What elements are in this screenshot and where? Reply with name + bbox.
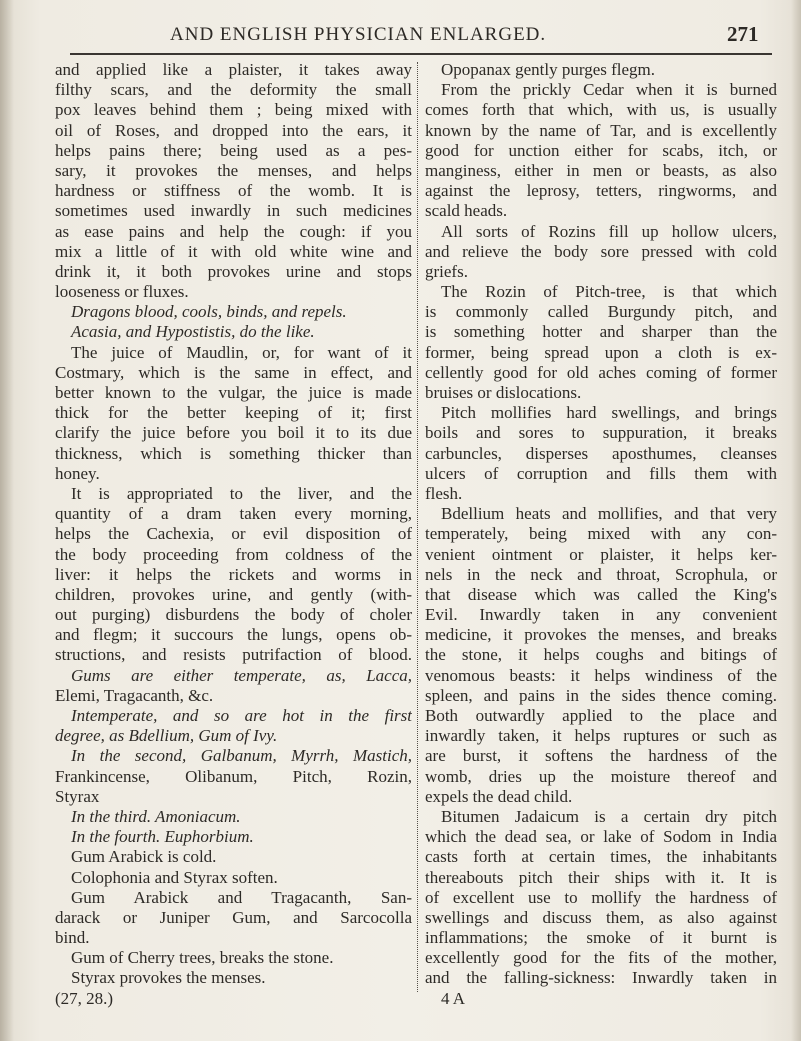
text-line: better known to the vulgar, the juice is made	[55, 383, 412, 402]
text-line: griefs.	[425, 261, 468, 281]
italic-term: Acasia, and Hypostistis, do the like.	[71, 322, 315, 342]
text-line: venomous beasts: it helps windiness of the	[425, 665, 777, 685]
italic-term: Intemperate, and so are hot in the first	[71, 706, 412, 725]
text-line: venient ointment or plaister, it helps ker-	[425, 544, 777, 564]
left-column	[55, 60, 412, 1009]
text-line: mix a little of it with old white wine and	[55, 241, 412, 261]
text-line: Styrax provokes the menses.	[71, 968, 266, 988]
text-line: the body proceeding from coldness of the	[55, 544, 412, 564]
text-line: flesh.	[425, 483, 463, 503]
catchword: 4 A	[441, 988, 466, 1008]
text-line: Frankincense, Olibanum, Pitch, Rozin,	[55, 766, 412, 786]
running-title: AND ENGLISH PHYSICIAN ENLARGED.	[170, 24, 547, 45]
column-divider	[417, 62, 418, 992]
text-line: bruises or dislocations.	[425, 383, 582, 402]
text-line: structions, and resists putrifaction of blood.	[55, 645, 412, 665]
text-line: and flegm; it succours the lungs, opens ob-	[55, 625, 412, 645]
text-line: helps pains there; being used as a pes-	[55, 140, 412, 160]
italic-term: In the second, Galbanum, Myrrh, Mastich,	[71, 746, 412, 766]
text-line: Evil. Inwardly taken in any convenient	[425, 605, 777, 625]
text-line: against the leprosy, tetters, ringworms, and	[425, 181, 777, 201]
text-line: out purging) disburdens the body of choler	[55, 605, 412, 625]
text-line: temperately, being mixed with any con-	[425, 524, 777, 544]
text-line: Colophonia and Styrax soften.	[71, 867, 278, 887]
text-line: pox leaves behind them ; being mixed with	[55, 100, 412, 120]
text-line: Bitumen Jadaicum is a certain dry pitch	[441, 806, 777, 826]
text-line: Gum of Cherry trees, breaks the stone.	[71, 948, 334, 968]
text-line: Gum Arabick and Tragacanth, San-	[71, 887, 412, 907]
text-line	[55, 706, 412, 726]
text-line: thickness, which is something thicker than	[55, 443, 412, 463]
text-line: sometimes used inwardly in such medicines	[55, 201, 412, 221]
text-line: Both outwardly applied to the place and	[425, 706, 777, 725]
text-line: drink it, it both provokes urine and stops	[55, 261, 412, 281]
text-line: quantity of a dram taken every morning,	[55, 504, 412, 524]
right-column	[425, 60, 777, 1009]
text-line: bind.	[55, 928, 90, 948]
text-line: manginess, either in men or beasts, as also	[425, 160, 777, 180]
page-edge	[791, 0, 801, 1041]
text-line: The juice of Maudlin, or, for want of it	[71, 342, 412, 362]
text-line: ulcers of corruption and fills them with	[425, 463, 777, 483]
text-line: clarify the juice before you boil it to its due	[55, 423, 412, 443]
text-line: cellently good for old aches coming of former	[425, 362, 777, 382]
text-line: thereabouts pitch their ships with it. It is	[425, 867, 777, 887]
text-line	[55, 807, 412, 827]
italic-term: In the third. Amoniacum.	[71, 806, 241, 826]
text-line: as ease pains and help the cough: if you	[55, 221, 412, 241]
text-line: and relieve the body sore pressed with cold	[425, 241, 777, 261]
text-line: liver: it helps the rickets and worms in	[55, 564, 412, 584]
text-line: Bdellium heats and mollifies, and that very	[441, 504, 777, 524]
text-line: womb, dries up the moisture thereof and	[425, 766, 777, 786]
text-line: Styrax	[55, 786, 100, 806]
text-line: the stone, it helps coughs and bitings of	[425, 645, 777, 665]
spine-shadow	[0, 0, 14, 1041]
text-line: boils and sores to suppuration, it breaks	[425, 423, 777, 443]
text-line: looseness or fluxes.	[55, 282, 189, 302]
text-line: sary, it provokes the menses, and helps	[55, 160, 412, 180]
text-line: expels the dead child.	[425, 786, 573, 806]
text-line: spleen, and pains in the sides thence coming.	[425, 685, 777, 705]
text-line: Opopanax gently purges flegm.	[441, 60, 656, 79]
italic-term: degree, as Bdellium, Gum of Ivy.	[55, 726, 278, 746]
text-line: inwardly taken, it helps ruptures or such as	[425, 726, 777, 746]
text-line: It is appropriated to the liver, and the	[71, 483, 412, 503]
text-line: helps the Cachexia, or evil disposition of	[55, 524, 412, 544]
text-line: oil of Roses, and dropped into the ears, it	[55, 120, 412, 140]
text-line: children, provokes urine, and gently (with-	[55, 584, 412, 604]
text-line: Elemi, Tragacanth, &c.	[55, 685, 214, 705]
italic-term: Dragons blood, cools, binds, and repels.	[71, 302, 347, 322]
text-line: and the falling-sickness: Inwardly taken in	[425, 968, 777, 988]
text-line: thick for the better keeping of it; first	[55, 403, 412, 423]
text-line: is commonly called Burgundy pitch, and	[425, 302, 777, 322]
text-line: All sorts of Rozins fill up hollow ulcers,	[441, 221, 777, 241]
text-line: known by the name of Tar, and is excellently	[425, 120, 777, 140]
text-line	[55, 746, 412, 766]
text-line: honey.	[55, 463, 100, 483]
text-line: nels in the neck and throat, Scrophula, or	[425, 564, 777, 584]
italic-term: In the fourth. Euphorbium.	[71, 827, 254, 847]
italic-term: Gums are either temperate, as, Lacca,	[71, 665, 412, 685]
text-line	[55, 302, 412, 322]
text-line: medicine, it provokes the menses, and breaks	[425, 625, 777, 645]
text-line: scald heads.	[425, 201, 508, 221]
text-line	[55, 827, 412, 847]
text-line: are burst, it softens the hardness of the	[425, 746, 777, 766]
text-line: good for unction either for scabs, itch, or	[425, 140, 777, 160]
text-line: From the prickly Cedar when it is burned	[441, 80, 777, 100]
text-line: of excellent use to mollify the hardness of	[425, 887, 777, 907]
text-line: that disease which was called the King's	[425, 584, 777, 604]
text-line: and applied like a plaister, it takes away	[55, 60, 412, 79]
text-line: hardness or stiffness of the womb. It is	[55, 181, 412, 201]
text-line: Gum Arabick is cold.	[71, 847, 217, 867]
text-line: former, being spread upon a cloth is ex-	[425, 342, 777, 362]
text-line: casts forth at certain times, the inhabitants	[425, 847, 777, 867]
text-line: Pitch mollifies hard swellings, and brings	[441, 403, 777, 423]
text-line: is something hotter and sharper than the	[425, 322, 777, 342]
text-line: inflammations; the smoke of it burnt is	[425, 928, 777, 948]
text-line: The Rozin of Pitch-tree, is that which	[441, 282, 777, 302]
signature-mark: (27, 28.)	[55, 988, 114, 1008]
text-line	[55, 666, 412, 686]
text-line: filthy scars, and the deformity the small	[55, 80, 412, 100]
text-line: darack or Juniper Gum, and Sarcocolla	[55, 907, 412, 927]
page-number: 271	[727, 22, 759, 46]
text-line	[55, 726, 412, 746]
text-line: excellently good for the fits of the mother,	[425, 948, 777, 968]
text-line: swellings and discuss them, as also against	[425, 907, 777, 927]
text-line	[55, 322, 412, 342]
text-line: Costmary, which is the same in effect, and	[55, 362, 412, 382]
text-line: carbuncles, disperses aposthumes, cleanses	[425, 443, 777, 463]
text-line: which the dead sea, or lake of Sodom in India	[425, 827, 777, 847]
text-line: comes forth that which, with us, is usually	[425, 100, 777, 120]
header-rule	[70, 53, 772, 55]
